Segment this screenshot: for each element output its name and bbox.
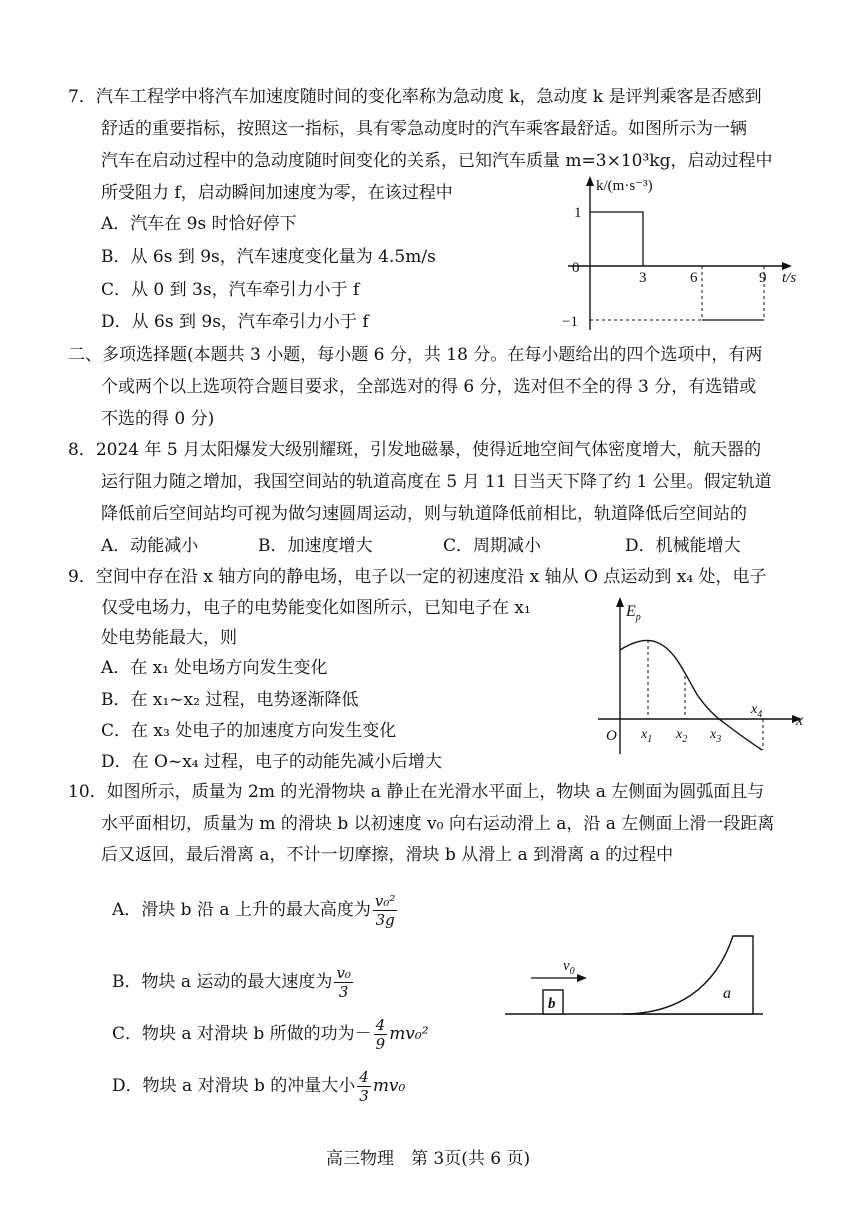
- q7-option-b: B．从 6s 到 9s，汽车速度变化量为 4.5m/s: [101, 247, 436, 267]
- q9-potential-energy-graph: [588, 592, 816, 762]
- q7-ytick-0: 0: [572, 260, 580, 276]
- q7-line-1: 7．汽车工程学中将汽车加速度随时间的变化率称为急动度 k，急动度 k 是评判乘客是否感到: [68, 87, 762, 107]
- q9-option-d: D．在 O~x₄ 过程，电子的动能先减小后增大: [101, 752, 443, 772]
- q10-line-1: 10．如图所示，质量为 2m 的光滑物块 a 静止在光滑水平面上，物块 a 左侧面为圆弧面且与: [68, 782, 765, 802]
- q7-option-d: D．从 6s 到 9s，汽车牵引力小于 f: [101, 312, 369, 332]
- section2-line-2: 个或两个以上选项符合题目要求，全部选对的得 6 分，选对但不全的得 3 分，有选错或: [101, 377, 757, 397]
- q9-option-a: A．在 x₁ 处电场方向发生变化: [101, 658, 328, 678]
- q7-xlabel: t/s: [782, 270, 797, 286]
- q7-ylabel: k/(m·s⁻³): [596, 178, 653, 194]
- q10-option-d: D．物块 a 对滑块 b 的冲量大小 $\frac{4}{3}$ mv₀: [112, 1068, 406, 1105]
- q8-line-3: 降低前后空间站均可视为做匀速圆周运动，则与轨道降低前相比，轨道降低后空间站的: [101, 504, 747, 524]
- q9-line-1: 9．空间中存在沿 x 轴方向的静电场，电子以一定的初速度沿 x 轴从 O 点运动到 x₄ 处，电子: [68, 567, 767, 587]
- q7-ytick-1: 1: [574, 205, 582, 221]
- q8-option-a: A．动能减小: [101, 536, 199, 556]
- block-b-label: b: [548, 996, 556, 1012]
- section2-line-1: 二、多项选择题(本题共 3 小题，每小题 6 分，共 18 分。在每小题给出的四个选项中，有两: [68, 345, 763, 365]
- q7-option-a: A．汽车在 9s 时恰好停下: [101, 214, 297, 234]
- block-a-label: a: [723, 985, 731, 1002]
- q8-option-b: B．加速度增大: [258, 536, 373, 556]
- q9-xtick-x2: $x_2$: [676, 727, 688, 745]
- q7-option-c: C．从 0 到 3s，汽车牵引力小于 f: [101, 280, 360, 300]
- q9-origin: O: [606, 728, 617, 744]
- q7-xtick-6: 6: [690, 270, 698, 286]
- page-footer: 高三物理 第 3页(共 6 页): [326, 1149, 531, 1169]
- q7-segment-positive: [590, 212, 643, 266]
- q10-option-c: C．物块 a 对滑块 b 所做的功为－ $\frac{4}{9}$ mv₀²: [112, 1016, 429, 1053]
- q7-line-2: 舒适的重要指标，按照这一指标，具有零急动度时的汽车乘客最舒适。如图所示为一辆: [101, 119, 747, 139]
- section2-line-3: 不选的得 0 分): [101, 409, 215, 429]
- q10-option-a: A．滑块 b 沿 a 上升的最大高度为 $\frac{\text{v₀²}}{3g}$: [112, 892, 396, 929]
- q9-line-3: 处电势能最大，则: [101, 628, 237, 648]
- q10-block-figure: [505, 930, 767, 1020]
- velocity-label: $v_0$: [563, 958, 575, 977]
- q9-xtick-x3: $x_3$: [710, 727, 722, 745]
- q9-xlabel: x: [796, 712, 804, 729]
- q9-option-c: C．在 x₃ 处电子的加速度方向发生变化: [101, 721, 397, 741]
- q8-line-1: 8．2024 年 5 月太阳爆发大级别耀斑，引发地磁暴，使得近地空间气体密度增大，航天器的: [68, 440, 762, 460]
- q7-ytick-neg1: −1: [562, 314, 578, 330]
- q7-xtick-9: 9: [759, 270, 767, 286]
- q7-line-4: 所受阻力 f，启动瞬间加速度为零，在该过程中: [101, 183, 453, 203]
- q8-line-2: 运行阻力随之增加，我国空间站的轨道高度在 5 月 11 日当天下降了约 1 公里。假定轨道: [101, 472, 772, 492]
- q7-xtick-3: 3: [639, 270, 647, 286]
- q9-line-2: 仅受电场力，电子的电势能变化如图所示，已知电子在 x₁: [101, 598, 531, 618]
- block-a: [623, 936, 753, 1014]
- q9-xtick-x4: $x_4$: [751, 702, 763, 720]
- q9-ylabel: $E_p$: [626, 603, 641, 623]
- q7-line-3: 汽车在启动过程中的急动度随时间变化的关系，已知汽车质量 m=3×10³kg，启动过程中: [101, 151, 773, 171]
- q10-line-2: 水平面相切，质量为 m 的滑块 b 以初速度 v₀ 向右运动滑上 a，沿 a 左侧面上滑一段距离: [101, 814, 775, 834]
- q7-jerk-graph: [558, 172, 808, 337]
- q9-option-b: B．在 x₁~x₂ 过程，电势逐渐降低: [101, 690, 359, 710]
- q9-xtick-x1: $x_1$: [641, 727, 653, 745]
- q8-option-c: C．周期减小: [443, 536, 542, 556]
- q10-option-b: B．物块 a 运动的最大速度为 $\frac{\text{v₀}}{3}$: [112, 964, 351, 1001]
- q8-option-d: D．机械能增大: [625, 536, 741, 556]
- q10-line-3: 后又返回，最后滑离 a，不计一切摩擦，滑块 b 从滑上 a 到滑离 a 的过程中: [101, 845, 674, 865]
